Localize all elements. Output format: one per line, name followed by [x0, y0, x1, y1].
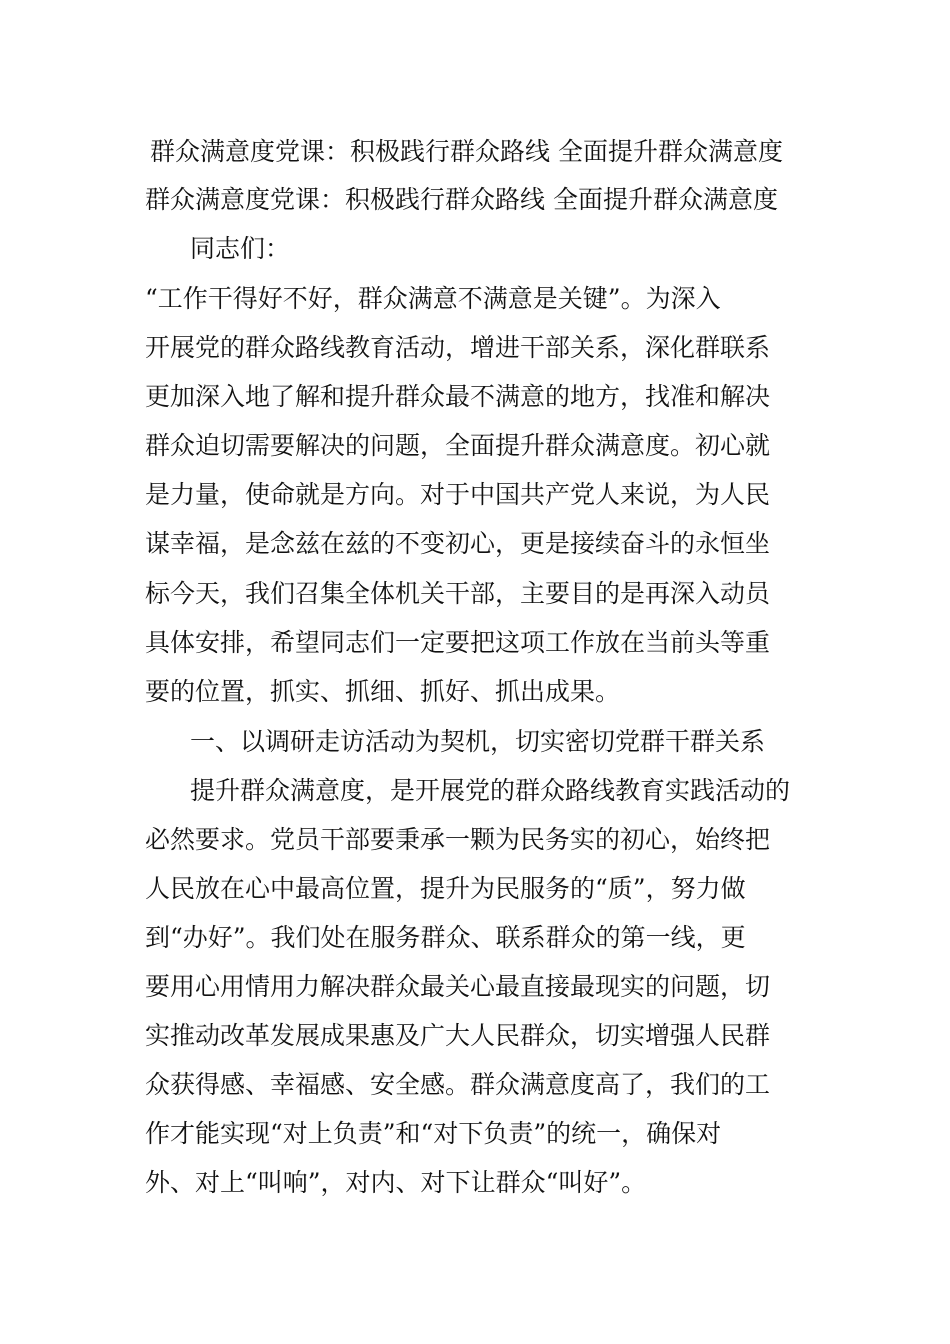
paragraph-1-line: 标今天，我们召集全体机关干部，主要目的是再深入动员 [145, 579, 771, 608]
document-title-line-2: 群众满意度党课：积极践行群众路线 全面提升群众满意度 [145, 185, 778, 214]
paragraph-1-line: “工作干得好不好，群众满意不满意是关键”。为深入 [145, 284, 721, 313]
paragraph-1-line: 开展党的群众路线教育活动，增进干部关系，深化群联系 [145, 333, 771, 362]
paragraph-1-line: 具体安排，希望同志们一定要把这项工作放在当前头等重 [145, 628, 771, 657]
paragraph-2-line: 作才能实现“对上负责”和“对下负责”的统一，确保对 [145, 1119, 722, 1148]
paragraph-1-line: 要的位置，抓实、抓细、抓好、抓出成果。 [145, 677, 621, 706]
paragraph-1-line: 更加深入地了解和提升群众最不满意的地方，找准和解决 [145, 382, 771, 411]
paragraph-2-line: 众获得感、幸福感、安全感。群众满意度高了，我们的工 [145, 1070, 771, 1099]
paragraph-2-line: 外、对上“叫响”，对内、对下让群众“叫好”。 [145, 1168, 647, 1197]
paragraph-2-line: 必然要求。党员干部要秉承一颗为民务实的初心，始终把 [145, 825, 771, 854]
paragraph-2-line: 人民放在心中最高位置，提升为民服务的“质”，努力做 [145, 874, 746, 903]
paragraph-2-line: 到“办好”。我们处在服务群众、联系群众的第一线，更 [145, 923, 746, 952]
paragraph-2-line: 要用心用情用力解决群众最关心最直接最现实的问题，切 [145, 972, 771, 1001]
section-1-heading: 一、以调研走访活动为契机，切实密切党群干群关系 [190, 727, 766, 756]
paragraph-1-line: 群众迫切需要解决的问题，全面提升群众满意度。初心就 [145, 431, 771, 460]
paragraph-2-line: 提升群众满意度，是开展党的群众路线教育实践活动的 [190, 776, 791, 805]
document-title-line-1: 群众满意度党课：积极践行群众路线 全面提升群众满意度 [150, 137, 783, 166]
salutation: 同志们： [190, 234, 291, 263]
paragraph-1-line: 是力量，使命就是方向。对于中国共产党人来说，为人民 [145, 480, 771, 509]
paragraph-2-line: 实推动改革发展成果惠及广大人民群众，切实增强人民群 [145, 1021, 771, 1050]
paragraph-1-line: 谋幸福，是念兹在兹的不变初心，更是接续奋斗的永恒坐 [145, 529, 771, 558]
